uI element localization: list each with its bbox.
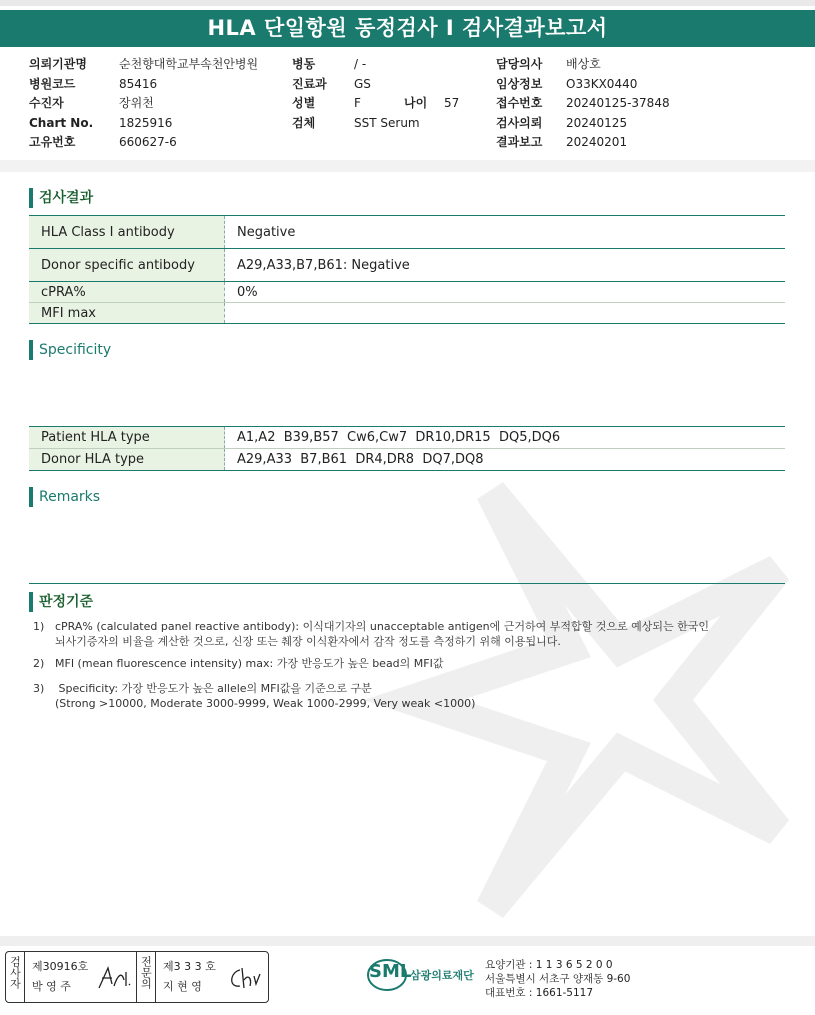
footer-address bbox=[485, 958, 630, 1000]
info-value: 20240125-37848 bbox=[566, 96, 670, 110]
row-key: cPRA% bbox=[29, 282, 225, 303]
row-key: MFI max bbox=[29, 303, 225, 324]
specificity-heading: Specificity bbox=[29, 340, 111, 360]
row-key: HLA Class I antibody bbox=[29, 216, 225, 249]
criteria-text: MFI (mean fluorescence intensity) max: 가장 반응도가 높은 bead의 MFI값 bbox=[55, 657, 444, 670]
footer-band bbox=[0, 936, 815, 946]
info-value: 배상호 bbox=[566, 57, 601, 71]
signer-1-signature-icon bbox=[96, 964, 132, 992]
remarks-heading: Remarks bbox=[29, 487, 100, 507]
info-value: 57 bbox=[444, 96, 460, 110]
table-row bbox=[29, 427, 785, 449]
info-label: 검체 bbox=[292, 115, 316, 130]
criteria-num: 1) bbox=[33, 620, 45, 633]
table-row bbox=[29, 249, 785, 282]
info-value: 20240125 bbox=[566, 115, 628, 130]
signer-2-name: 지 현 영 bbox=[163, 980, 202, 993]
row-key: Patient HLA type bbox=[29, 427, 225, 449]
info-value: / - bbox=[354, 57, 367, 71]
criteria-item bbox=[33, 656, 443, 671]
row-value: A29,A33,B7,B61: Negative bbox=[237, 257, 410, 273]
signature-box bbox=[5, 951, 269, 1003]
criteria-num: 2) bbox=[33, 657, 45, 670]
criteria-text: Specificity: 가장 반응도가 높은 allele의 MFI값을 기준으로 구분 bbox=[55, 682, 372, 695]
row-value: A1,A2 B39,B57 Cw6,Cw7 DR10,DR15 DQ5,DQ6 bbox=[237, 430, 561, 445]
signer-2-license: 제3 3 3 호 bbox=[163, 960, 216, 973]
results-heading: 검사결과 bbox=[29, 188, 93, 208]
info-label: 접수번호 bbox=[496, 96, 543, 110]
signer-2-signature-icon bbox=[226, 964, 262, 992]
info-value: 85416 bbox=[119, 76, 158, 91]
info-value: GS bbox=[354, 76, 371, 91]
criteria-text: 뇌사기증자의 비율을 계산한 것으로, 신장 또는 췌장 이식환자에서 감작 정도를 측정하기 위해 이용됩니다. bbox=[55, 635, 561, 648]
signer-1-name: 박 영 주 bbox=[32, 980, 71, 993]
sml-logo bbox=[366, 955, 486, 995]
criteria-text: cPRA% (calculated panel reactive antibody): 이식대기자의 unacceptable antigen에 근거하여 부적합할 것으로 예상되는 한국인 bbox=[55, 620, 709, 633]
logo-text: SML bbox=[369, 961, 412, 982]
signer-2-label: 전문의 bbox=[139, 956, 153, 989]
info-value: 20240201 bbox=[566, 135, 628, 149]
signer-1-label-col bbox=[6, 952, 25, 1002]
info-divider bbox=[0, 160, 815, 172]
signer-1-license: 제30916호 bbox=[32, 960, 89, 973]
info-label: 병원코드 bbox=[29, 76, 76, 91]
criteria-text: (Strong >10000, Moderate 3000-9999, Weak 1000-2999, Very weak <1000) bbox=[55, 697, 476, 710]
table-row bbox=[29, 282, 785, 303]
criteria-num: 3) bbox=[33, 682, 45, 695]
table-row bbox=[29, 449, 785, 471]
row-value: A29,A33 B7,B61 DR4,DR8 DQ7,DQ8 bbox=[237, 452, 484, 467]
address-line: 서울특별시 서초구 양재동 9-60 bbox=[485, 973, 631, 985]
institution-code: 요양기관 : 1 1 3 6 5 2 0 0 bbox=[485, 959, 613, 971]
info-label: 의뢰기관명 bbox=[29, 57, 87, 71]
remarks-divider bbox=[29, 583, 785, 584]
info-label: 성별 bbox=[292, 96, 316, 110]
top-band bbox=[0, 0, 815, 6]
row-value: 0% bbox=[237, 284, 258, 300]
info-label: 병동 bbox=[292, 57, 316, 71]
info-label: 수진자 bbox=[29, 96, 64, 110]
row-key: Donor specific antibody bbox=[29, 249, 225, 282]
info-col-3 bbox=[496, 55, 670, 153]
info-col-2 bbox=[292, 55, 459, 133]
table-row bbox=[29, 216, 785, 249]
info-value: F bbox=[354, 96, 361, 110]
report-title: HLA 단일항원 동정검사 I 검사결과보고서 bbox=[0, 10, 815, 47]
specificity-table bbox=[29, 426, 785, 471]
criteria-heading: 판정기준 bbox=[29, 592, 93, 612]
info-label: 결과보고 bbox=[496, 135, 543, 149]
signer-1-label: 검사자 bbox=[8, 956, 22, 989]
info-value: SST Serum bbox=[354, 115, 420, 130]
results-table bbox=[29, 215, 785, 324]
criteria-item bbox=[33, 681, 475, 711]
criteria-item bbox=[33, 619, 709, 649]
table-row bbox=[29, 303, 785, 324]
info-value: O33KX0440 bbox=[566, 76, 638, 91]
info-label: 임상정보 bbox=[496, 76, 543, 91]
signer-2-label-col bbox=[136, 952, 156, 1002]
row-value: Negative bbox=[237, 224, 296, 240]
info-label: 검사의뢰 bbox=[496, 115, 543, 130]
info-value: 순천향대학교부속천안병원 bbox=[119, 57, 259, 71]
logo-subtext: 삼광의료재단 bbox=[410, 969, 474, 982]
info-label: Chart No. bbox=[29, 115, 94, 130]
row-value bbox=[225, 303, 786, 324]
info-label: 나이 bbox=[404, 96, 428, 110]
phone-line: 대표번호 : 1661-5117 bbox=[485, 987, 594, 999]
info-label: 담당의사 bbox=[496, 57, 543, 71]
info-value: 660627-6 bbox=[119, 135, 177, 149]
info-col-1 bbox=[29, 55, 258, 153]
info-label: 진료과 bbox=[292, 76, 327, 91]
info-label: 고유번호 bbox=[29, 135, 76, 149]
row-key: Donor HLA type bbox=[29, 449, 225, 471]
info-value: 1825916 bbox=[119, 115, 173, 130]
info-value: 장위천 bbox=[119, 96, 154, 110]
